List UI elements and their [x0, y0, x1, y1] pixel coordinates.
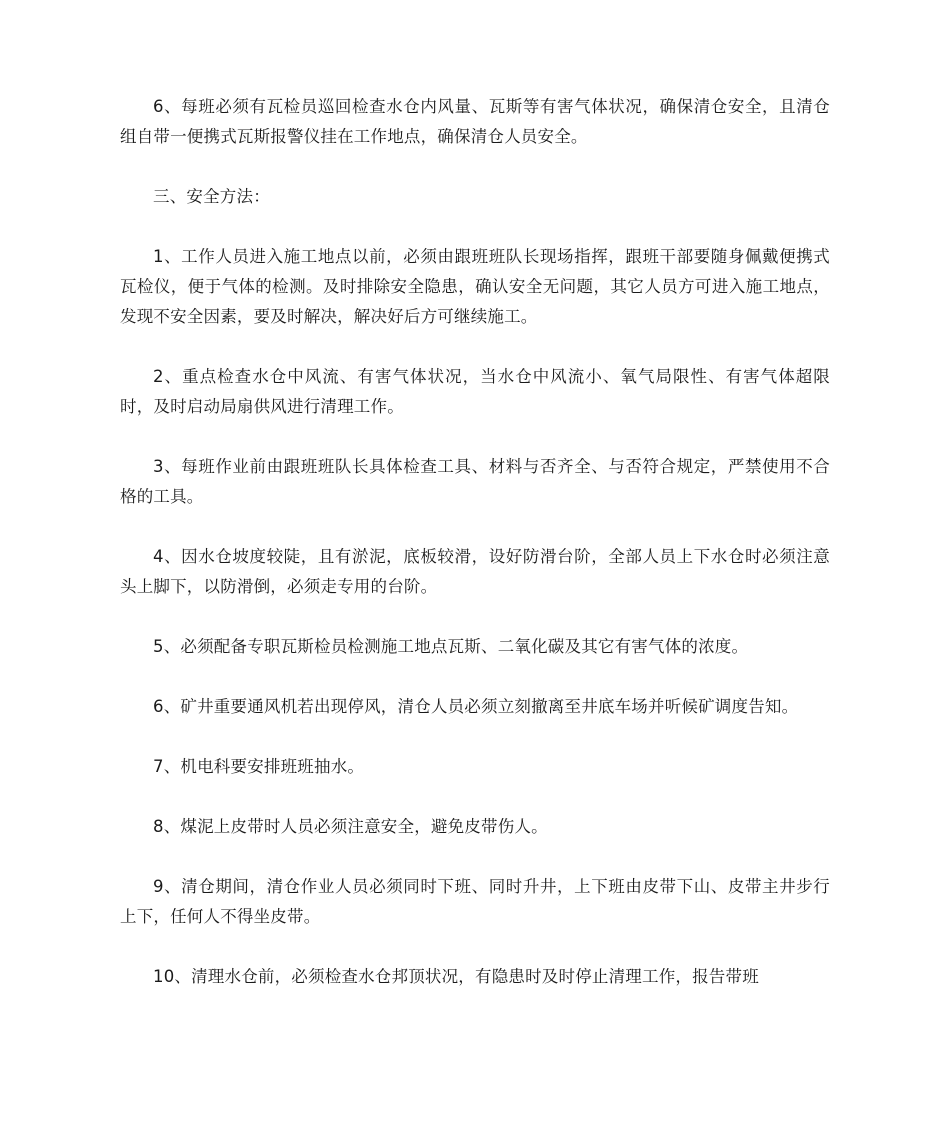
paragraph-method-9: 9、清仓期间，清仓作业人员必须同时下班、同时升井，上下班由皮带下山、皮带主井步行上下，任何人不得坐皮带。	[120, 877, 830, 926]
paragraph-method-4: 4、因水仓坡度较陡，且有淤泥，底板较滑，设好防滑台阶，全部人员上下水仓时必须注意头上脚下，以防滑倒，必须走专用的台阶。	[120, 547, 830, 596]
document-page	[120, 92, 830, 992]
paragraph-method-6: 6、矿井重要通风机若出现停风，清仓人员必须立刻撤离至井底车场并听候矿调度告知。	[153, 697, 799, 716]
paragraph-method-3: 3、每班作业前由跟班班队长具体检查工具、材料与否齐全、与否符合规定，严禁使用不合格的工具。	[120, 457, 830, 506]
paragraph-method-10: 10、清理水仓前，必须检查水仓邦顶状况，有隐患时及时停止清理工作，报告带班	[153, 967, 759, 986]
paragraph-item-6-gas-inspection: 6、每班必须有瓦检员巡回检查水仓内风量、瓦斯等有害气体状况，确保清仓安全，且清仓组自带一便携式瓦斯报警仪挂在工作地点，确保清仓人员安全。	[120, 97, 830, 146]
paragraph-method-8: 8、煤泥上皮带时人员必须注意安全，避免皮带伤人。	[153, 817, 548, 836]
paragraph-method-2: 2、重点检查水仓中风流、有害气体状况，当水仓中风流小、氧气局限性、有害气体超限时，及时启动局扇供风进行清理工作。	[120, 367, 830, 416]
section-heading-safety-methods: 三、安全方法：	[153, 187, 270, 206]
paragraph-method-5: 5、必须配备专职瓦斯检员检测施工地点瓦斯、二氧化碳及其它有害气体的浓度。	[153, 637, 749, 656]
paragraph-method-1: 1、工作人员进入施工地点以前，必须由跟班班队长现场指挥，跟班干部要随身佩戴便携式瓦检仪，便于气体的检测。及时排除安全隐患，确认安全无问题，其它人员方可进入施工地点，发现不安全因素，要及时解决，解决好后方可继续施工。	[120, 247, 830, 326]
paragraph-method-7: 7、机电科要安排班班抽水。	[153, 757, 365, 776]
